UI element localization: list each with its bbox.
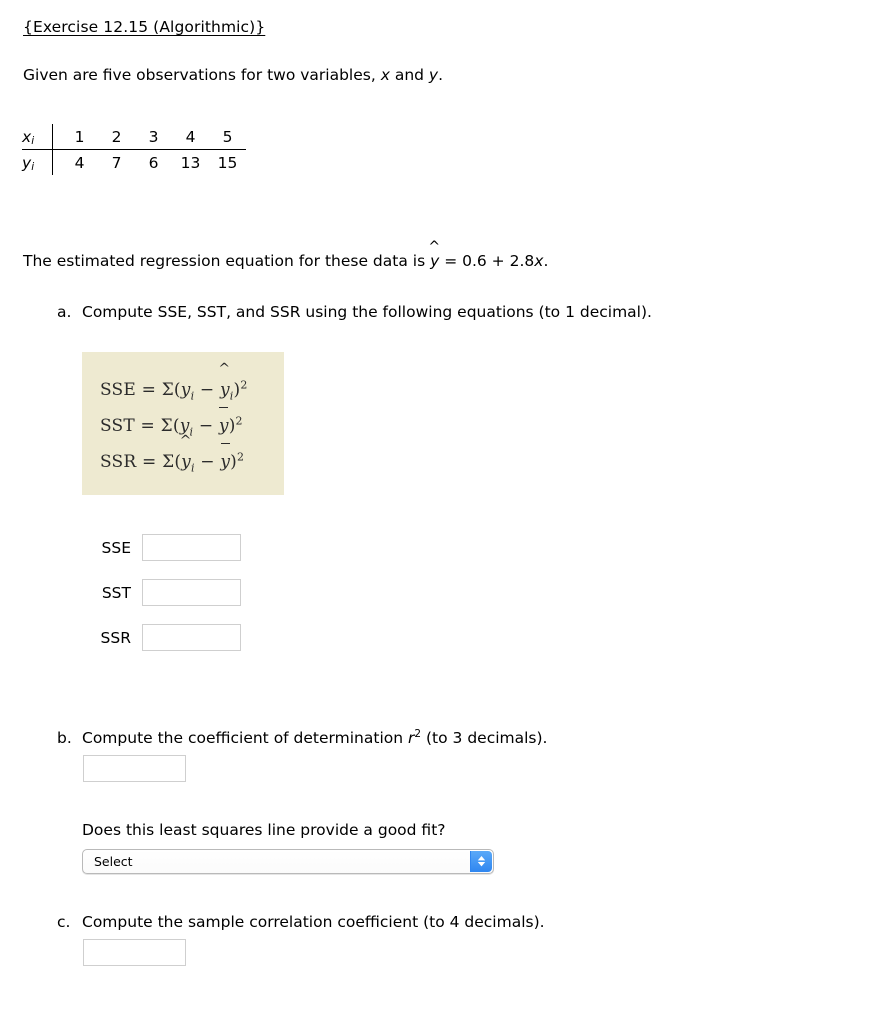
r-squared-input[interactable] [83, 755, 186, 782]
formula-sst-power: 2 [235, 414, 243, 428]
cell-x-2: 2 [98, 124, 135, 150]
row-label-y-subscript: i [31, 160, 35, 173]
formula-sse-term2: ^ y [220, 372, 230, 408]
cell-x-5: 5 [209, 124, 246, 150]
cell-x-3: 3 [135, 124, 172, 150]
formula-sse-term1-sub: i [190, 389, 195, 403]
regression-x-variable: x [534, 252, 544, 270]
formula-sst-lhs: SST [100, 416, 135, 436]
answer-row-ssr [83, 624, 241, 651]
formula-sst-open-paren: ( [172, 416, 180, 436]
cell-y-3: 6 [148, 153, 159, 172]
row-label-x-subscript: i [31, 134, 35, 147]
intro-variable-x: x [380, 66, 390, 84]
correlation-coefficient-input[interactable] [83, 939, 186, 966]
formula-sst-term1-sub: i [189, 425, 194, 439]
formula-sst-equals: = [140, 416, 155, 436]
regression-equation: = 0.6 + 2.8 [439, 252, 535, 270]
row-label-y [22, 150, 53, 176]
regression-period: . [543, 252, 549, 270]
part-c-marker: c. [57, 913, 71, 931]
good-fit-question: Does this least squares line provide a good fit? [82, 821, 446, 839]
good-fit-select-wrap [82, 849, 494, 874]
formula-sse-close-paren: ) [233, 380, 241, 400]
formula-ssr-lhs: SSR [100, 452, 137, 472]
cell-y-4: 13 [180, 153, 201, 172]
formula-sst-close-paren: ) [228, 416, 236, 436]
regression-prefix: The estimated regression equation for these data is [23, 252, 431, 270]
row-label-y-text: y [22, 153, 32, 172]
row-label-x-text: x [22, 127, 32, 146]
answer-row-sse [83, 534, 241, 561]
answer-row-r-squared [83, 755, 186, 782]
sigma-icon: Σ [161, 380, 174, 400]
good-fit-question-wrap [82, 819, 446, 841]
sigma-icon: Σ [160, 416, 173, 436]
r-symbol: r [408, 729, 415, 747]
part-a-text [82, 301, 652, 323]
formula-sse-equals: = [141, 380, 157, 400]
ssr-input[interactable] [142, 624, 241, 651]
formula-ssr-equals: = [142, 452, 157, 472]
answer-label-sst: SST [101, 583, 131, 602]
part-b-text-after: (to 3 decimals). [421, 729, 548, 747]
intro-sentence [23, 64, 443, 86]
cell-y-2: 7 [111, 153, 122, 172]
formula-ssr-term1: ^ y [181, 444, 191, 480]
formula-ssr [100, 444, 284, 480]
formula-ssr-open-paren: ( [174, 452, 182, 472]
table-row-y [22, 150, 246, 176]
answer-row-correlation [83, 939, 186, 966]
formula-sst-term2-ybar: y [219, 408, 229, 444]
y-hat-symbol: ^ y [430, 250, 439, 272]
answer-label-sse: SSE [101, 538, 131, 557]
chevron-up-down-icon[interactable] [470, 851, 492, 872]
part-a-marker: a. [57, 303, 72, 321]
formula-ssr-minus: − [200, 452, 215, 472]
formula-sst-minus: − [198, 416, 214, 436]
intro-variable-y: y [428, 66, 439, 84]
formula-ssr-term2-ybar: y [220, 444, 230, 480]
sigma-icon: Σ [162, 452, 175, 472]
formula-sst-term1: y [179, 416, 190, 436]
row-label-x [22, 124, 53, 150]
formula-ssr-close-paren: ) [230, 452, 238, 472]
formula-image-block [82, 352, 284, 495]
formula-sse-power: 2 [240, 378, 248, 392]
part-b-text [82, 727, 547, 749]
part-c-question: Compute the sample correlation coefficient (to 4 decimals). [82, 913, 545, 931]
observations-table [22, 124, 246, 175]
cell-y-1: 4 [53, 150, 99, 176]
cell-x-1: 1 [53, 124, 99, 150]
part-b-marker: b. [57, 729, 72, 747]
table-row-x [22, 124, 246, 150]
r-superscript: 2 [414, 727, 422, 740]
formula-ssr-power: 2 [237, 450, 245, 464]
regression-sentence [23, 250, 548, 272]
intro-conjunction: and [389, 66, 429, 84]
intro-suffix: . [438, 66, 444, 84]
part-a-question: Compute SSE, SST, and SSR using the following equations (to 1 decimal). [82, 303, 652, 321]
part-c-text [82, 911, 545, 933]
cell-y-5: 15 [217, 153, 238, 172]
formula-sse-lhs: SSE [100, 380, 137, 400]
sse-input[interactable] [142, 534, 241, 561]
sst-input[interactable] [142, 579, 241, 606]
formula-sst [100, 408, 284, 444]
good-fit-select-value: Select [94, 854, 133, 869]
cell-x-4: 4 [172, 124, 209, 150]
answer-row-sst [83, 579, 241, 606]
formula-sse-term2-sub: i [229, 389, 234, 403]
formula-sse-term1: y [180, 380, 191, 400]
intro-prefix: Given are five observations for two variables, [23, 66, 381, 84]
answer-label-ssr: SSR [100, 628, 131, 647]
formula-sse-open-paren: ( [173, 380, 181, 400]
part-b-question [82, 729, 547, 747]
part-b-text-before: Compute the coefficient of determination [82, 729, 408, 747]
good-fit-select[interactable] [82, 849, 494, 874]
formula-sse-minus: − [199, 380, 215, 400]
formula-ssr-term1-sub: i [190, 461, 195, 475]
formula-sse [100, 372, 284, 408]
exercise-title: {Exercise 12.15 (Algorithmic)} [23, 18, 266, 36]
